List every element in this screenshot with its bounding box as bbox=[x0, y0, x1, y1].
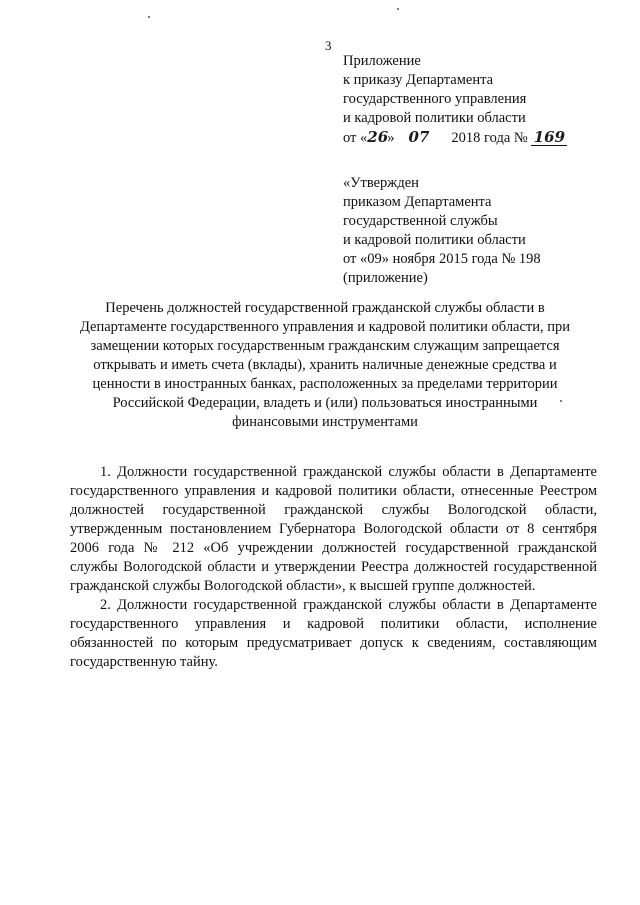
approved-line-5: от «09» ноября 2015 года № 198 bbox=[343, 251, 541, 267]
approved-line-4: и кадровой политики области bbox=[343, 232, 526, 248]
document-body bbox=[70, 463, 597, 672]
list-item-2: 2. Должности государственной гражданской службы области в Департаменте государственного управления и кадровой политики области, исполнение обязанностей по которым предусматривает допуск к сведениям, составляющим государственную тайну. bbox=[70, 597, 597, 670]
handwritten-day: 26 bbox=[367, 128, 389, 146]
appendix-line-3: государственного управления bbox=[343, 91, 527, 107]
appendix-header bbox=[343, 52, 567, 148]
approved-line-3: государственной службы bbox=[343, 213, 498, 229]
approved-header bbox=[343, 174, 541, 288]
scan-speck bbox=[148, 16, 150, 18]
page-number: 3 bbox=[325, 38, 332, 53]
approved-line-6: (приложение) bbox=[343, 270, 428, 286]
handwritten-month: 07 bbox=[408, 128, 430, 146]
date-close-quote: » bbox=[387, 130, 395, 146]
scan-speck bbox=[397, 8, 399, 10]
list-item-1: 1. Должности государственной гражданской службы области в Департаменте государственного управления и кадровой политики области, отнесенные Реестром должностей государственной гражданской службы Вологодской области, утвержденным постановлением Губернатора Вологодской области от 8 сентября 2006 года № 212 «Об учреждении должностей государственной гражданской службы Вологодской области и утверждении Реестра должностей государственной гражданской службы Вологодской области», к высшей группе должностей. bbox=[70, 464, 597, 594]
title-line-1: Перечень должностей государственной гражданской службы области в bbox=[105, 300, 545, 316]
title-line-2: Департаменте государственного управления и кадровой политики области, при bbox=[79, 319, 571, 335]
title-line-3: замещении которых государственным гражданским служащим запрещается bbox=[90, 338, 560, 354]
date-prefix: от « bbox=[343, 130, 368, 146]
appendix-line-2: к приказу Департамента bbox=[343, 72, 494, 88]
approved-line-1: «Утвержден bbox=[343, 175, 419, 191]
appendix-line-1: Приложение bbox=[343, 53, 421, 69]
title-line-6: Российской Федерации, владеть и (или) пользоваться иностранными bbox=[112, 395, 538, 411]
appendix-line-4: и кадровой политики области bbox=[343, 110, 526, 126]
appendix-date-line bbox=[343, 128, 567, 148]
document-title bbox=[60, 299, 590, 432]
scan-speck bbox=[560, 400, 562, 402]
title-line-4: открывать и иметь счета (вклады), хранить наличные денежные средства и bbox=[93, 357, 557, 373]
handwritten-order-number: 169 bbox=[531, 130, 567, 146]
title-line-5: ценности в иностранных банках, расположенных за пределами территории bbox=[92, 376, 558, 392]
date-year-text: 2018 года № bbox=[451, 130, 528, 146]
title-line-7: финансовыми инструментами bbox=[232, 414, 418, 430]
approved-line-2: приказом Департамента bbox=[343, 194, 492, 210]
